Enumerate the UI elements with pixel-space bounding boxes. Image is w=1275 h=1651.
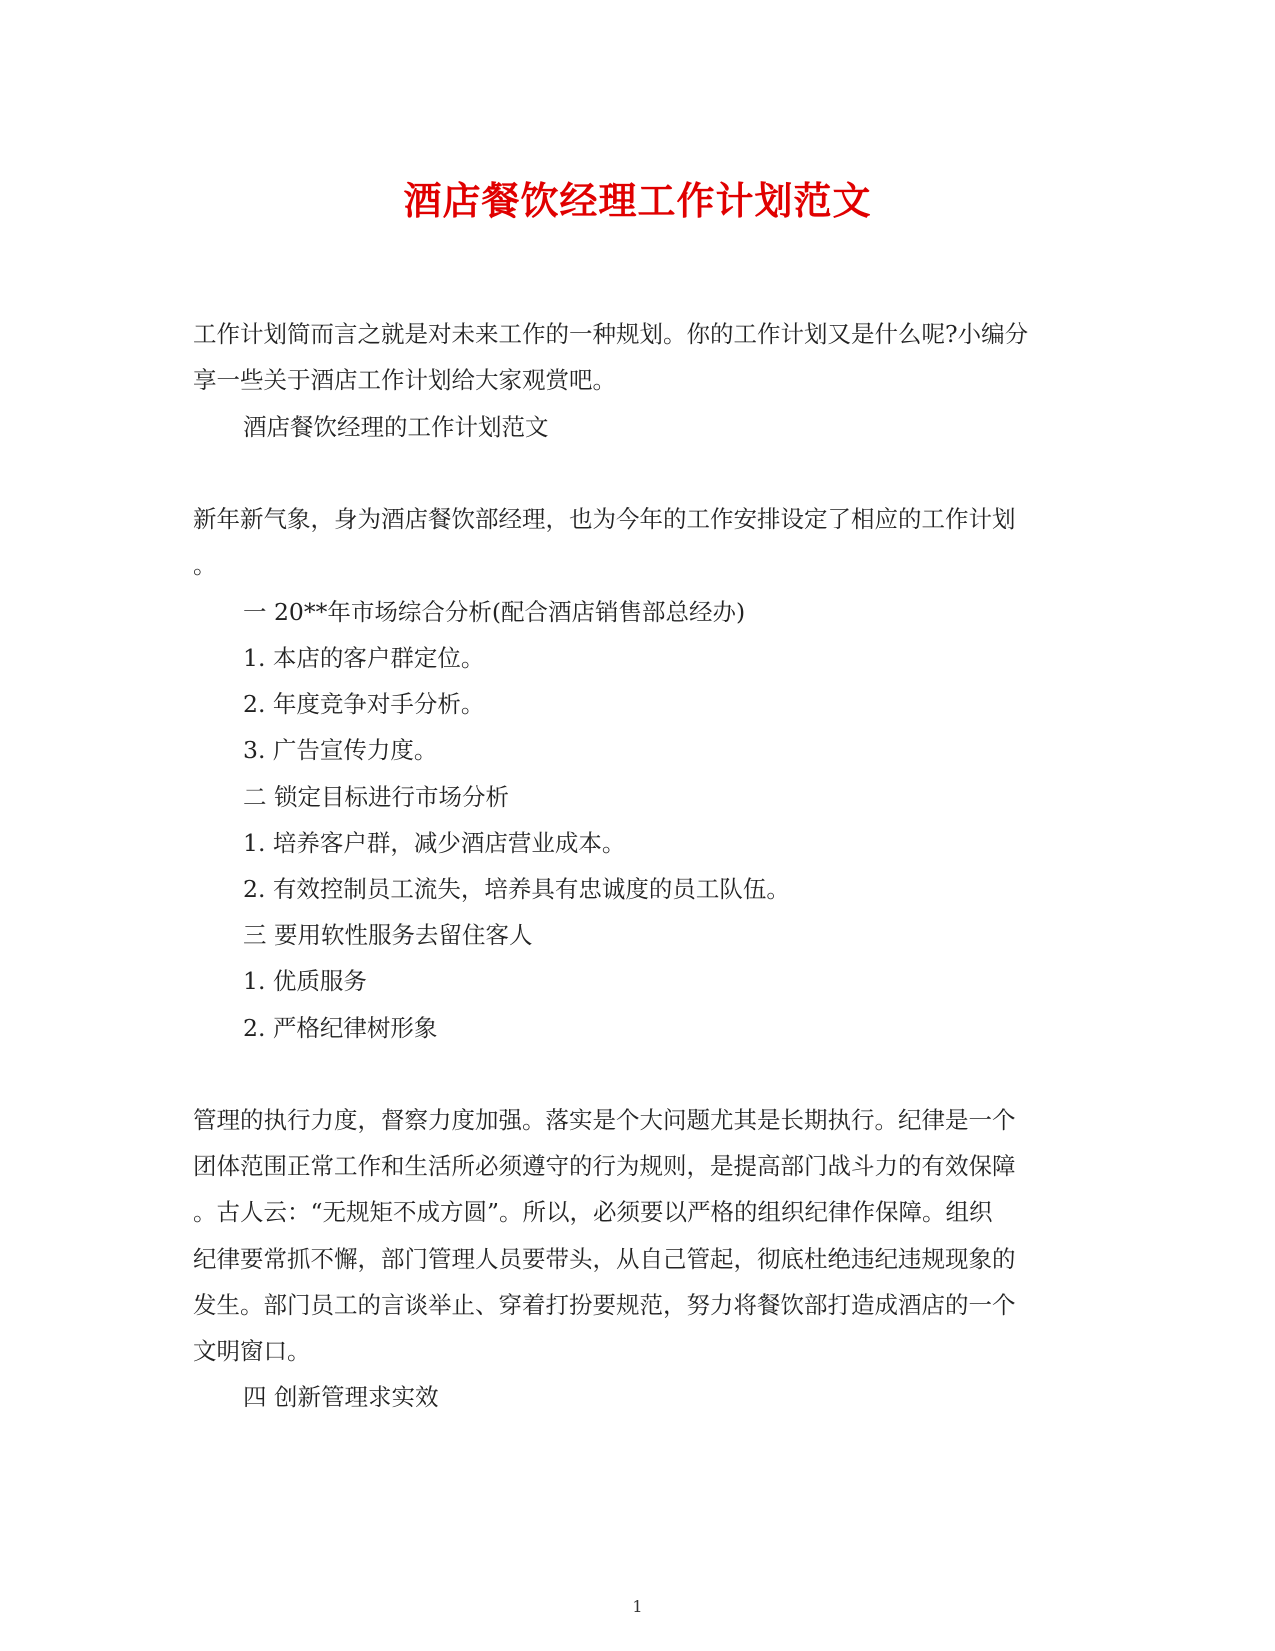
paragraph-1-line-1: 新年新气象，身为酒店餐饮部经理，也为今年的工作安排设定了相应的工作计划 xyxy=(193,505,1016,533)
list-item: 2. 严格纪律树形象 xyxy=(243,1014,438,1042)
list-item: 三 要用软性服务去留住客人 xyxy=(243,921,533,949)
list-item: 1. 培养客户群，减少酒店营业成本。 xyxy=(243,829,626,857)
list-item: 1. 本店的客户群定位。 xyxy=(243,644,485,672)
list-item: 一 20**年市场综合分析(配合酒店销售部总经办) xyxy=(243,598,746,626)
intro-line-1: 工作计划简而言之就是对未来工作的一种规划。你的工作计划又是什么呢?小编分 xyxy=(193,320,1029,348)
list-item: 1. 优质服务 xyxy=(243,967,367,995)
paragraph-2-line-1: 管理的执行力度，督察力度加强。落实是个大问题尤其是长期执行。纪律是一个 xyxy=(193,1106,1016,1134)
page-title: 酒店餐饮经理工作计划范文 xyxy=(403,178,872,223)
paragraph-2-line-4: 纪律要常抓不懈，部门管理人员要带头，从自己管起，彻底杜绝违纪违规现象的 xyxy=(193,1245,1016,1273)
intro-line-2: 享一些关于酒店工作计划给大家观赏吧。 xyxy=(193,366,616,394)
section-four-heading: 四 创新管理求实效 xyxy=(243,1383,439,1411)
list-item: 二 锁定目标进行市场分析 xyxy=(243,783,509,811)
list-item: 2. 有效控制员工流失，培养具有忠诚度的员工队伍。 xyxy=(243,875,790,903)
list-item: 2. 年度竞争对手分析。 xyxy=(243,690,485,718)
subheading: 酒店餐饮经理的工作计划范文 xyxy=(243,413,549,441)
paragraph-2-line-3: 。古人云：“无规矩不成方圆”。所以，必须要以严格的组织纪律作保障。组织 xyxy=(193,1198,993,1226)
paragraph-2-line-2: 团体范围正常工作和生活所必须遵守的行为规则，是提高部门战斗力的有效保障 xyxy=(193,1152,1016,1180)
list-item: 3. 广告宣传力度。 xyxy=(243,736,438,764)
paragraph-2-line-5: 发生。部门员工的言谈举止、穿着打扮要规范，努力将餐饮部打造成酒店的一个 xyxy=(193,1291,1016,1319)
paragraph-2-line-6: 文明窗口。 xyxy=(193,1337,311,1365)
paragraph-1-line-2: 。 xyxy=(193,551,217,579)
page-number: 1 xyxy=(632,1597,643,1616)
